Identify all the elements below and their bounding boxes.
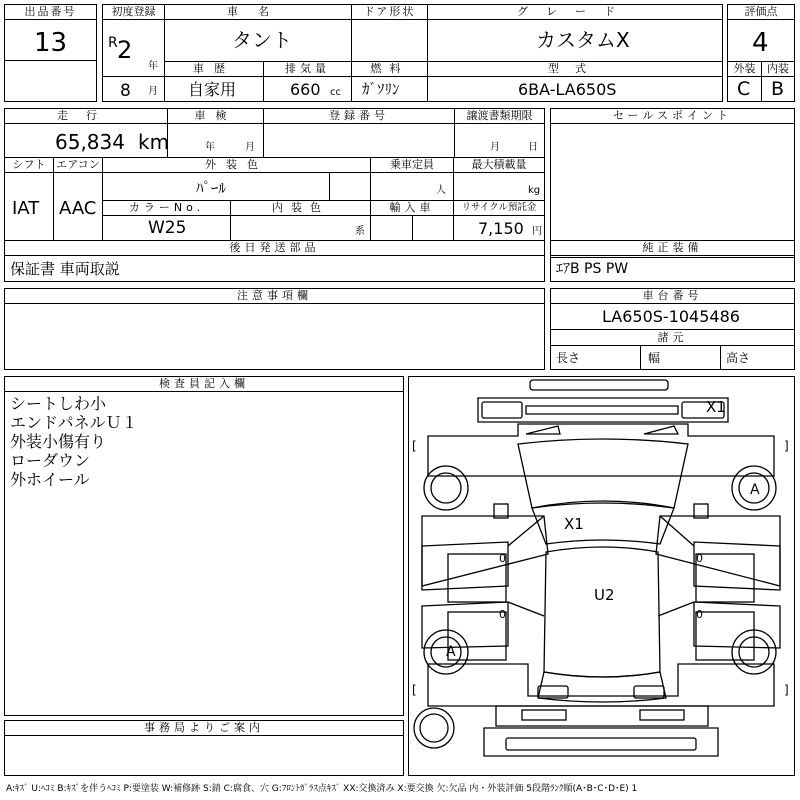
year-value: 2 [117, 36, 133, 64]
exterior-color-label: 外装色 [102, 157, 371, 173]
grade-label: グレード [427, 4, 723, 20]
capacity-label: 乗車定員 [370, 157, 454, 173]
bracket-left-bottom: [ [412, 683, 417, 697]
length-label: 長さ [556, 351, 581, 365]
interior-color-unit: 系 [355, 226, 365, 237]
sales-points-cell [550, 108, 795, 258]
import-label: 輸入車 [370, 200, 454, 216]
first-registration-label: 初度登録 [102, 4, 165, 20]
dimensions-label: 諸元 [550, 330, 795, 346]
mark-roof: U2 [594, 586, 615, 604]
inspector-note-line: エンドパネルＵ１ [10, 413, 138, 432]
fuel-value: ｶﾞｿﾘﾝ [362, 80, 400, 98]
inspector-note-line: 外ホイール [10, 470, 90, 489]
model-label: 型式 [427, 61, 723, 77]
transfer-deadline-label: 譲渡書類期限 [454, 108, 545, 124]
history-value: 自家用 [188, 80, 237, 99]
equipment-value: ｴｱB PS PW [556, 261, 629, 277]
office-notice-label: 事務局よりご案内 [4, 720, 404, 736]
door-shape-label: ドア形状 [351, 4, 428, 20]
shift-value: IAT [12, 198, 40, 219]
history-label: 車歴 [164, 61, 264, 77]
displacement-label: 排気量 [263, 61, 352, 77]
mark-door-rear-left: 0 [499, 608, 506, 621]
inspector-note-line: シートしわ小 [10, 394, 107, 413]
mark-hood: X1 [564, 515, 584, 533]
bracket-right-bottom: ] [784, 683, 789, 697]
grade-value: カスタムX [536, 28, 630, 52]
equipment-label: 純正装備 [550, 240, 795, 256]
max-load-label: 最大積載量 [453, 157, 545, 173]
score-label: 評価点 [727, 4, 795, 20]
exterior-grade-value: C [737, 78, 751, 100]
fuel-label: 燃料 [351, 61, 428, 77]
later-parts-label: 後日発送部品 [4, 240, 545, 256]
damage-legend: A:ｷｽﾞ U:ﾍｺﾐ B:ｷｽﾞを伴うﾍｺﾐ P:要塗装 W:補修跡 S:錆 C:腐食、穴 G:ﾌﾛﾝﾄｶﾞﾗｽ点ｷｽﾞ XX:交換済み X:要交換 欠:欠品 内・外装評価 5段階ﾗﾝｸ順(A･B･C･D･E) 1 [6, 784, 638, 794]
bracket-left-top: [ [412, 439, 417, 453]
mileage-unit: km [138, 130, 170, 154]
max-load-unit: kg [528, 185, 541, 196]
inspector-note-line: ローダウン [10, 451, 91, 470]
chassis-label: 車台番号 [550, 288, 795, 304]
score-value: 4 [752, 28, 769, 58]
inspector-notes-list [10, 394, 138, 489]
month-value: 8 [120, 81, 131, 101]
mark-door-front-left: 0 [499, 552, 506, 565]
sales-points-label: セールスポイント [550, 108, 795, 124]
color-number-value: W25 [148, 218, 187, 238]
era-value: R [108, 35, 118, 51]
mark-door-rear-right: 0 [696, 608, 703, 621]
car-name-label: 車名 [164, 4, 352, 20]
lot-number-value: 13 [34, 28, 68, 58]
aircon-value: AAC [59, 198, 97, 219]
interior-grade-value: B [771, 78, 785, 100]
bracket-right-top: ] [784, 439, 789, 453]
model-value: 6BA-LA650S [518, 80, 617, 99]
mark-front-right: X1 [706, 398, 726, 416]
recycle-deposit-unit: 円 [532, 226, 542, 237]
registration-number-label: 登録番号 [263, 108, 455, 124]
exterior-color-value: ﾊﾟｰﾙ [196, 179, 227, 197]
mark-door-front-right: 0 [696, 552, 703, 565]
inspector-notes-label: 検査員記入欄 [4, 376, 404, 392]
transfer-day-unit: 日 [528, 142, 538, 153]
mileage-value: 65,834 [55, 130, 125, 154]
inspection-year-unit: 年 [205, 142, 215, 153]
exterior-grade-label: 外装 [727, 61, 762, 77]
width-label: 幅 [648, 351, 661, 365]
height-label: 高さ [726, 351, 751, 365]
inspection-label: 車検 [167, 108, 264, 124]
displacement-value: 660 [290, 80, 321, 99]
inspection-month-unit: 月 [245, 142, 255, 153]
aircon-label: エアコン [53, 157, 103, 173]
mark-wheel-rear-left: A [446, 644, 456, 660]
shift-label: シフト [4, 157, 54, 173]
interior-grade-label: 内装 [761, 61, 795, 77]
displacement-unit: cc [330, 87, 341, 98]
inspector-note-line: 外装小傷有り [10, 432, 107, 451]
car-diagram [408, 376, 795, 776]
later-parts-value: 保証書 車両取説 [10, 260, 120, 278]
car-name-value: タント [232, 28, 292, 52]
transfer-month-unit: 月 [490, 142, 500, 153]
capacity-unit: 人 [436, 185, 446, 196]
interior-color-label: 内装色 [230, 200, 371, 216]
color-number-label: カラーNo. [102, 200, 231, 216]
mileage-label: 走行 [4, 108, 168, 124]
mark-wheel-front-right: A [750, 482, 760, 498]
month-unit: 月 [148, 86, 158, 97]
recycle-deposit-label: リサイクル預託金 [453, 200, 545, 216]
notes-label: 注意事項欄 [4, 288, 545, 304]
lot-number-label: 出品番号 [4, 4, 97, 20]
chassis-value: LA650S-1045486 [602, 307, 740, 326]
year-unit: 年 [148, 61, 158, 72]
recycle-deposit-value: 7,150 [478, 219, 524, 238]
